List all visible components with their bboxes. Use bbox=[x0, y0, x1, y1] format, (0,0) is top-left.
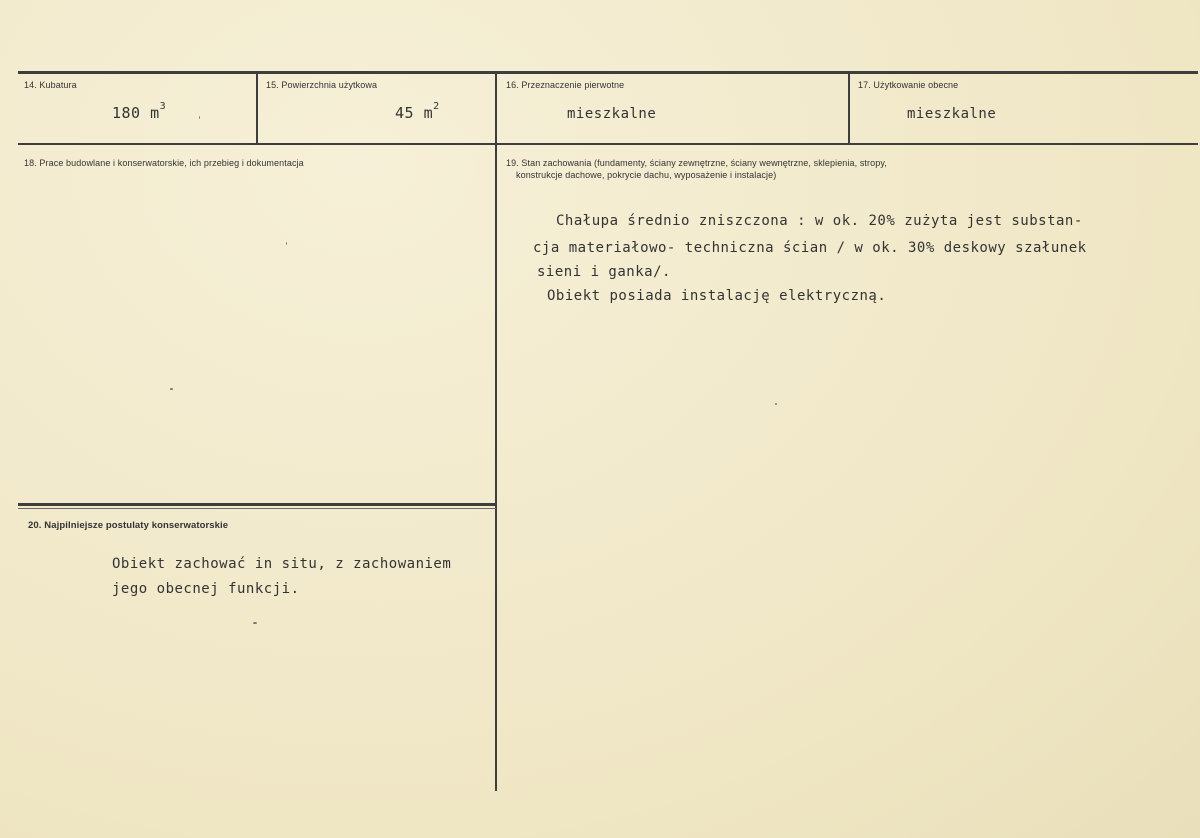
header-bottom-rule bbox=[18, 143, 1198, 145]
field14-label: 14. Kubatura bbox=[24, 80, 77, 90]
field16-value: mieszkalne bbox=[567, 106, 657, 122]
paper-speck bbox=[775, 403, 777, 405]
paper-speck bbox=[199, 116, 200, 119]
field19-label-line1: 19. Stan zachowania (fundamenty, ściany zewnętrzne, ściany wewnętrzne, sklepienia, stropy, bbox=[506, 158, 887, 168]
top-rule bbox=[18, 71, 1198, 74]
field19-line-4: Obiekt posiada instalację elektryczną. bbox=[547, 288, 887, 304]
paper-speck bbox=[286, 242, 287, 245]
field15-value: 45 $m^2$ bbox=[395, 101, 440, 122]
field17-label: 17. Użytkowanie obecne bbox=[858, 80, 959, 90]
field20-label: 20. Najpilniejsze postulaty konserwatorskie bbox=[28, 520, 229, 531]
paper-speck bbox=[170, 388, 173, 390]
field19-line-3: sieni i ganka/. bbox=[537, 264, 671, 280]
field20-top-rule bbox=[18, 508, 496, 509]
field20-line-1: Obiekt zachować in situ, z zachowaniem bbox=[112, 556, 452, 572]
field15-label: 15. Powierzchnia użytkowa bbox=[266, 80, 378, 90]
paper-speck bbox=[253, 622, 257, 624]
field19-label-line2: konstrukcje dachowe, pokrycie dachu, wyposażenie i instalacje) bbox=[516, 170, 777, 180]
field19-line-1: Chałupa średnio zniszczona : w ok. 20% zużyta jest substan- bbox=[556, 213, 1083, 229]
field20-line-2: jego obecnej funkcji. bbox=[112, 581, 300, 597]
field18-label: 18. Prace budowlane i konserwatorskie, ich przebieg i dokumentacja bbox=[24, 158, 304, 168]
divider-main bbox=[495, 73, 497, 791]
field18-bottom-rule bbox=[18, 503, 496, 506]
field19-line-2: cja materiałowo- techniczna ścian / w ok. 30% deskowy szałunek bbox=[533, 240, 1087, 256]
field14-value: 180 $m^3$ bbox=[112, 101, 167, 122]
divider-14-15 bbox=[256, 73, 258, 144]
field17-value: mieszkalne bbox=[907, 106, 997, 122]
divider-16-17 bbox=[848, 73, 850, 144]
field16-label: 16. Przeznaczenie pierwotne bbox=[506, 80, 625, 90]
